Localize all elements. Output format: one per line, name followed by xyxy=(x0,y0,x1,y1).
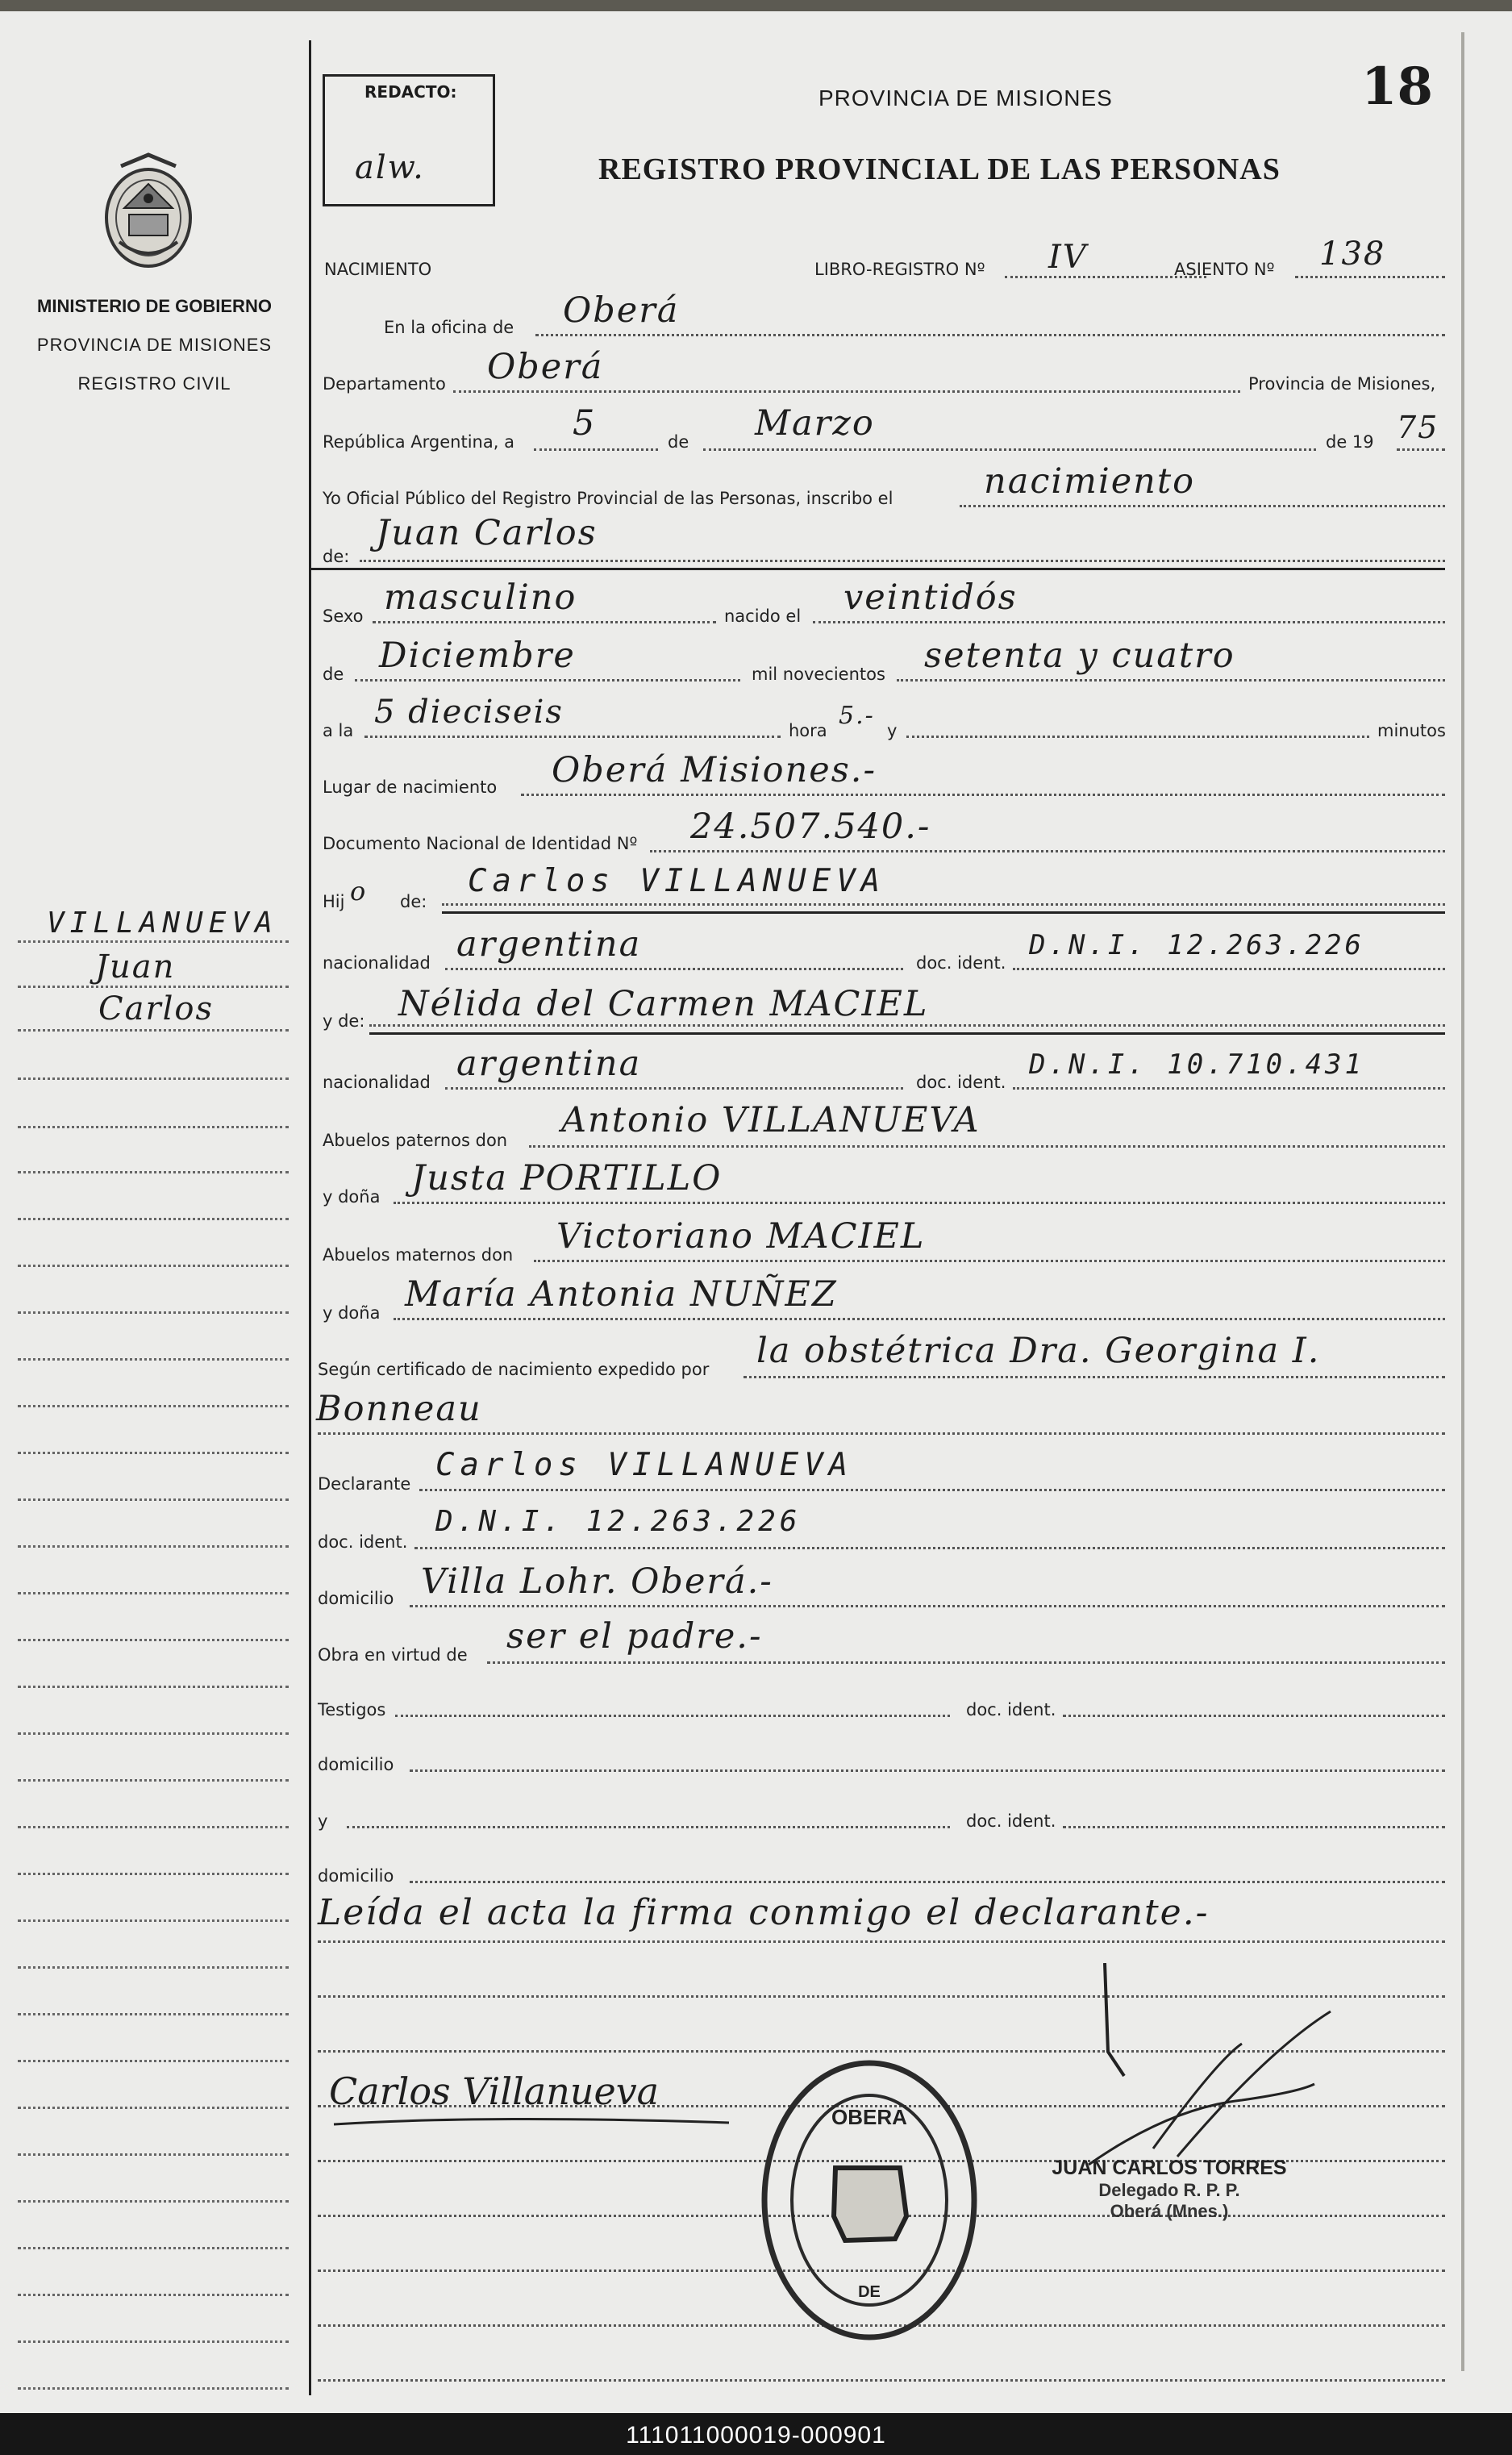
value-oficina: Oberá xyxy=(563,290,680,331)
label-doc-testigo-2: doc. ident. xyxy=(966,1811,1056,1831)
value-declarante: Carlos VILLANUEVA xyxy=(435,1447,854,1483)
official-signature-block xyxy=(1024,2157,1314,2222)
official-round-seal-icon xyxy=(758,2055,981,2345)
dotted-line xyxy=(1063,1715,1445,1717)
margin-line xyxy=(18,2247,289,2249)
label-hijo-de: de: xyxy=(400,892,427,911)
dotted-line xyxy=(1013,968,1445,970)
margin-line xyxy=(18,1639,289,1641)
margin-line xyxy=(18,1126,289,1128)
svg-text:DE: DE xyxy=(858,2283,881,2301)
value-nombre: Juan Carlos xyxy=(376,513,598,553)
label-abuelos-maternos: Abuelos maternos don xyxy=(323,1245,514,1265)
section-rule xyxy=(442,911,1445,914)
dotted-line xyxy=(529,1145,1445,1148)
value-nacido: veintidós xyxy=(843,577,1018,618)
label-a-la: a la xyxy=(323,721,354,740)
dotted-line xyxy=(355,679,740,681)
dotted-line xyxy=(414,1547,1445,1549)
dotted-line xyxy=(318,2379,1445,2382)
dotted-line xyxy=(703,448,1316,451)
label-hijo: Hij xyxy=(323,892,345,911)
label-obra: Obra en virtud de xyxy=(318,1645,468,1665)
dotted-line xyxy=(442,903,1445,906)
provincial-coat-of-arms-icon xyxy=(97,152,200,273)
dotted-line xyxy=(521,794,1445,796)
value-hora-extra: 5.- xyxy=(839,702,875,730)
value-asiento: 138 xyxy=(1319,235,1386,273)
label-sexo: Sexo xyxy=(323,606,364,626)
section-rule xyxy=(369,1032,1445,1035)
margin-given-name-1: Juan xyxy=(95,948,176,986)
ministry-line-3: REGISTRO CIVIL xyxy=(77,373,231,394)
margin-line xyxy=(18,2060,289,2062)
ministry-line-1: MINISTERIO DE GOBIERNO xyxy=(37,296,272,316)
value-sexo: masculino xyxy=(384,577,577,618)
section-rule xyxy=(311,568,1445,570)
dotted-line xyxy=(318,1940,1445,1943)
dotted-line xyxy=(650,850,1445,852)
value-madre-nacionalidad: argentina xyxy=(456,1044,642,1084)
value-abuelo-paterno: Antonio VILLANUEVA xyxy=(561,1100,981,1140)
label-de-nombre: de: xyxy=(323,547,350,566)
margin-divider xyxy=(309,40,311,2395)
label-republica: República Argentina, a xyxy=(323,432,514,452)
value-declarante-doc: D.N.I. 12.263.226 xyxy=(435,1505,802,1538)
value-mes: Marzo xyxy=(755,403,875,444)
dotted-line xyxy=(445,968,903,970)
margin-line xyxy=(18,1873,289,1875)
dotted-line xyxy=(960,505,1445,507)
label-segun: Según certificado de nacimiento expedido por xyxy=(318,1360,710,1379)
label-nacido: nacido el xyxy=(724,606,802,626)
margin-line xyxy=(18,1265,289,1267)
margin-line xyxy=(18,1029,289,1032)
margin-line xyxy=(18,1498,289,1501)
value-dia: 5 xyxy=(573,403,597,444)
label-domicilio-testigo-1: domicilio xyxy=(318,1755,394,1774)
label-domicilio-testigo-2: domicilio xyxy=(318,1866,394,1886)
declarant-signature: Carlos Villanueva xyxy=(329,2069,660,2113)
label-nacionalidad-padre: nacionalidad xyxy=(323,953,431,973)
margin-line xyxy=(18,1311,289,1314)
official-name: JUAN CARLOS TORRES xyxy=(1052,2157,1287,2179)
dotted-line xyxy=(369,1024,1445,1027)
closing-statement: Leída el acta la firma conmigo el declarante.- xyxy=(318,1892,1210,1933)
dotted-line xyxy=(318,1432,1445,1435)
value-inscribo: nacimiento xyxy=(984,461,1196,502)
label-y-testigo: y xyxy=(318,1811,328,1831)
dotted-line xyxy=(906,736,1369,738)
margin-line xyxy=(18,1358,289,1361)
image-id: 111011000019-000901 xyxy=(626,2422,886,2449)
dotted-line xyxy=(897,679,1445,681)
ministry-line-2: PROVINCIA DE MISIONES xyxy=(36,335,273,355)
label-doc-declarante: doc. ident. xyxy=(318,1532,408,1552)
value-abuela-materna: María Antonia NUÑEZ xyxy=(405,1274,838,1315)
label-abuelos-paternos: Abuelos paternos don xyxy=(323,1131,508,1150)
value-madre-doc: D.N.I. 10.710.431 xyxy=(1029,1048,1364,1081)
margin-line xyxy=(18,2153,289,2156)
margin-line xyxy=(18,1779,289,1782)
margin-given-name-2: Carlos xyxy=(98,990,214,1027)
margin-line xyxy=(18,1218,289,1220)
margin-line xyxy=(18,1545,289,1548)
margin-line xyxy=(18,1966,289,1969)
margin-line xyxy=(18,1171,289,1173)
dotted-line xyxy=(445,1087,903,1090)
page-fold xyxy=(1461,32,1464,2371)
margin-surname: VILLANUEVA xyxy=(47,907,278,940)
margin-line xyxy=(18,1686,289,1688)
dotted-line xyxy=(487,1661,1445,1664)
label-declarante: Declarante xyxy=(318,1474,411,1494)
label-doc-padre: doc. ident. xyxy=(916,953,1006,973)
label-asiento: ASIENTO Nº xyxy=(1174,260,1275,279)
label-doc-testigo-1: doc. ident. xyxy=(966,1700,1056,1719)
label-oficina: En la oficina de xyxy=(384,318,514,337)
margin-line xyxy=(18,1919,289,1922)
province-heading: PROVINCIA DE MISIONES xyxy=(818,85,1113,110)
label-minutos: minutos xyxy=(1377,721,1446,740)
official-place: Oberá (Mnes.) xyxy=(1110,2201,1229,2221)
value-libro: IV xyxy=(1048,239,1088,276)
value-padre: Carlos VILLANUEVA xyxy=(468,863,886,899)
label-doc-madre: doc. ident. xyxy=(916,1073,1006,1092)
value-departamento: Oberá xyxy=(487,347,604,387)
value-abuela-paterna: Justa PORTILLO xyxy=(411,1158,723,1198)
value-anio: 75 xyxy=(1397,410,1439,445)
dotted-line xyxy=(394,1202,1445,1204)
margin-line xyxy=(18,1077,289,1080)
dotted-line xyxy=(410,1881,1445,1883)
value-anio-nacimiento: setenta y cuatro xyxy=(924,636,1235,676)
dotted-line xyxy=(419,1489,1445,1491)
value-mes-nacimiento: Diciembre xyxy=(379,636,576,676)
label-libro: LIBRO-REGISTRO Nº xyxy=(814,260,985,279)
dotted-line xyxy=(394,1318,1445,1320)
margin-line xyxy=(18,1452,289,1454)
dotted-line xyxy=(534,448,658,451)
label-yo-oficial: Yo Oficial Público del Registro Provincial de las Personas, inscribo el xyxy=(323,489,893,508)
label-y-de: y de: xyxy=(323,1011,365,1031)
margin-line xyxy=(18,1732,289,1735)
label-hora: hora xyxy=(789,721,827,740)
dotted-line xyxy=(347,1826,950,1828)
label-mil-novecientos: mil novecientos xyxy=(752,665,885,684)
margin-line xyxy=(18,2294,289,2296)
svg-text:OBERA: OBERA xyxy=(831,2105,907,2129)
page-title: REGISTRO PROVINCIAL DE LAS PERSONAS xyxy=(598,152,1281,186)
margin-line xyxy=(18,2013,289,2015)
page-number: 18 xyxy=(1361,56,1434,117)
value-madre: Nélida del Carmen MACIEL xyxy=(398,984,929,1024)
dotted-line xyxy=(813,621,1445,623)
label-de-mes: de xyxy=(323,665,344,684)
value-dni: 24.507.540.- xyxy=(690,807,931,847)
value-obra: ser el padre.- xyxy=(506,1616,763,1657)
margin-line xyxy=(18,2387,289,2390)
label-y-dona-paterna: y doña xyxy=(323,1187,381,1207)
value-segun: la obstétrica Dra. Georgina I. xyxy=(756,1331,1321,1371)
dotted-line xyxy=(1397,448,1445,451)
label-nacimiento: NACIMIENTO xyxy=(324,260,432,279)
margin-line xyxy=(18,986,289,988)
value-segun-2: Bonneau xyxy=(316,1389,482,1429)
dotted-line xyxy=(534,1260,1445,1262)
margin-line xyxy=(18,2200,289,2203)
dotted-line xyxy=(535,334,1445,336)
official-title: Delegado R. P. P. xyxy=(1098,2180,1240,2200)
dotted-line xyxy=(373,621,716,623)
label-domicilio-declarante: domicilio xyxy=(318,1589,394,1608)
dotted-line xyxy=(1063,1826,1445,1828)
label-departamento: Departamento xyxy=(323,374,446,394)
label-de: de xyxy=(668,432,689,452)
redacto-value: alw. xyxy=(355,149,425,186)
dotted-line xyxy=(1295,276,1445,278)
official-signature-icon xyxy=(1056,1963,1347,2189)
value-domicilio: Villa Lohr. Oberá.- xyxy=(421,1561,773,1602)
label-nacionalidad-madre: nacionalidad xyxy=(323,1073,431,1092)
value-lugar: Oberá Misiones.- xyxy=(552,750,877,790)
label-lugar: Lugar de nacimiento xyxy=(323,777,498,797)
label-documento: Documento Nacional de Identidad Nº xyxy=(323,834,638,853)
label-testigos: Testigos xyxy=(318,1700,386,1719)
label-y-dona-materna: y doña xyxy=(323,1303,381,1323)
dotted-line xyxy=(364,736,781,738)
signature-underline xyxy=(326,2111,745,2136)
value-hora: 5 dieciseis xyxy=(374,694,564,731)
dotted-line xyxy=(1013,1087,1445,1090)
margin-line xyxy=(18,2107,289,2109)
margin-line xyxy=(18,1592,289,1594)
margin-line xyxy=(18,2340,289,2343)
margin-line xyxy=(18,940,289,943)
margin-line xyxy=(18,1826,289,1828)
value-padre-doc: D.N.I. 12.263.226 xyxy=(1029,929,1364,961)
label-provincia: Provincia de Misiones, xyxy=(1248,374,1436,394)
value-abuelo-materno: Victoriano MACIEL xyxy=(556,1216,926,1257)
dotted-line xyxy=(410,1769,1445,1772)
value-padre-nacionalidad: argentina xyxy=(456,924,642,965)
label-de-19: de 19 xyxy=(1326,432,1374,452)
dotted-line xyxy=(395,1715,950,1717)
dotted-line xyxy=(453,390,1240,393)
value-hijo-o: o xyxy=(350,876,368,907)
label-y: y xyxy=(887,721,898,740)
margin-line xyxy=(18,1405,289,1407)
dotted-line xyxy=(410,1605,1445,1607)
dotted-line xyxy=(744,1376,1445,1378)
redacto-label: REDACTO: xyxy=(364,82,457,102)
dotted-line xyxy=(360,560,1445,562)
